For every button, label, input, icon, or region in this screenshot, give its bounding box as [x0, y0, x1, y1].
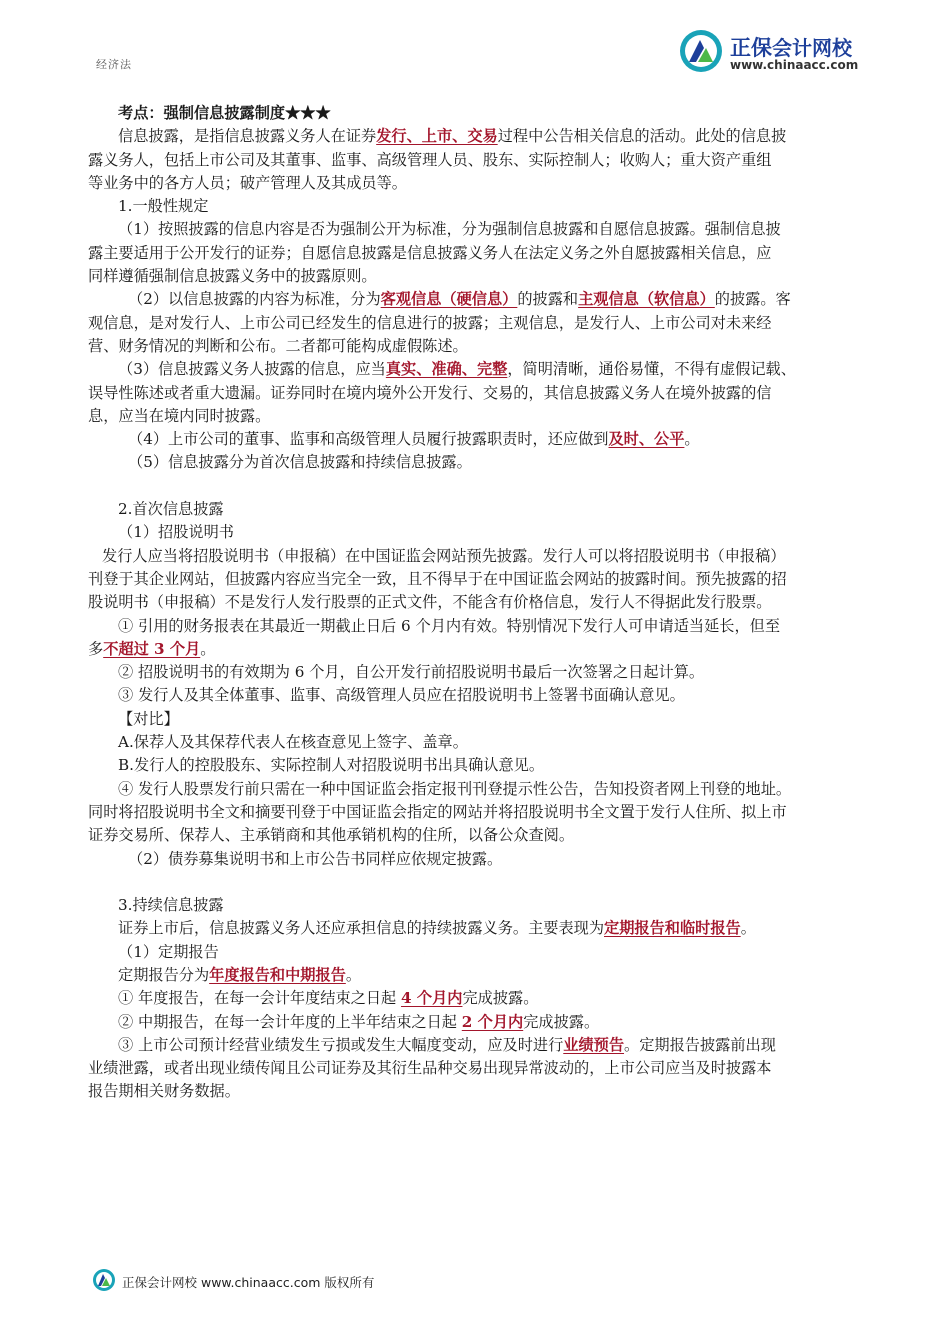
logo-url: www.chinaacc.com [730, 58, 859, 72]
footer [92, 1268, 432, 1294]
list-item: ② 招股说明书的有效期为 6 个月，自公开发行前招股说明书最后一次签署之日起计算。 [118, 663, 705, 682]
paragraph-line: （2）以信息披露的内容为标准，分为客观信息（硬信息）的披露和主观信息（软信息）的披露。客 [128, 290, 791, 309]
paragraph-line: 业绩泄露，或者出现业绩传闻且公司证券及其衍生品种交易出现异常波动的，上市公司应当及时披露本 [88, 1059, 772, 1078]
paragraph-line: （5）信息披露分为首次信息披露和持续信息披露。 [128, 453, 472, 472]
footer-copyright: 正保会计网校 www.chinaacc.com 版权所有 [122, 1275, 375, 1290]
list-item: ③ 发行人及其全体董事、监事、高级管理人员应在招股说明书上签署书面确认意见。 [118, 686, 685, 705]
paragraph-line: （1）按照披露的信息内容是否为强制公开为标准，分为强制信息披露和自愿信息披露。强制信息披 [118, 220, 781, 239]
paragraph-line: 证券交易所、保荐人、主承销商和其他承销机构的住所，以备公众查阅。 [88, 826, 574, 845]
subheading: （1）招股说明书 [118, 523, 234, 542]
list-item-cont: 多不超过 3 个月。 [88, 639, 216, 658]
paragraph-line: （4）上市公司的董事、监事和高级管理人员履行披露职责时，还应做到及时、公平。 [128, 430, 700, 449]
paragraph-line: 等业务中的各方人员；破产管理人及其成员等。 [88, 173, 407, 192]
subheading: 2.首次信息披露 [118, 500, 224, 519]
paragraph-line: 露主要适用于公开发行的证券；自愿信息披露是信息披露义务人在法定义务之外自愿披露相关信息，应 [88, 243, 772, 262]
paragraph-line: 同样遵循强制信息披露义务中的披露原则。 [88, 267, 377, 286]
paragraph-line: （3）信息披露义务人披露的信息，应当真实、准确、完整，简明清晰，通俗易懂，不得有虚假记载、 [118, 360, 796, 379]
compare-label: 【对比】 [118, 709, 179, 728]
list-item: ④ 发行人股票发行前只需在一种中国证监会指定报刊刊登提示性公告，告知投资者网上刊登的地址。 [118, 779, 792, 798]
paragraph-line: 息，应当在境内同时披露。 [88, 406, 271, 425]
footer-logo-icon [92, 1268, 116, 1292]
paragraph-line: 观信息，是对发行人、上市公司已经发生的信息进行的披露；主观信息，是发行人、上市公司对未来经 [88, 313, 772, 332]
logo-brand-name: 正保会计网校 [730, 36, 852, 60]
paragraph-line: 报告期相关财务数据。 [88, 1082, 240, 1101]
running-header: 经济法 [96, 58, 132, 71]
paragraph-line: 同时将招股说明书全文和摘要刊登于中国证监会指定的网站并将招股说明书全文置于发行人住所、拟上市 [88, 802, 787, 821]
paragraph-line: 露义务人，包括上市公司及其董事、监事、高级管理人员、股东、实际控制人；收购人；重大资产重组 [88, 150, 772, 169]
list-item: ① 引用的财务报表在其最近一期截止日后 6 个月内有效。特别情况下发行人可申请适当延长，但至 [118, 616, 781, 635]
list-item: ③ 上市公司预计经营业绩发生亏损或发生大幅度变动，应及时进行业绩预告。定期报告披露前出现 [118, 1035, 776, 1054]
paragraph-line: 刊登于其企业网站，但披露内容应当完全一致，且不得早于在中国证监会网站的披露时间。预先披露的招 [88, 569, 787, 588]
paragraph-line: 误导性陈述或者重大遗漏。证券同时在境内境外公开发行、交易的，其信息披露义务人在境外披露的信 [88, 383, 772, 402]
brand-logo[interactable] [678, 28, 868, 78]
list-item: ② 中期报告，在每一会计年度的上半年结束之日起 2 个月内完成披露。 [118, 1012, 600, 1031]
logo-emblem-icon [678, 28, 724, 74]
document-body [88, 102, 868, 1104]
subheading: 3.持续信息披露 [118, 896, 224, 915]
paragraph-line: 定期报告分为年度报告和中期报告。 [118, 965, 361, 984]
paragraph-line: 股说明书（申报稿）不是发行人发行股票的正式文件，不能含有价格信息，发行人不得据此发行股票。 [88, 593, 772, 612]
paragraph-line: 信息披露，是指信息披露义务人在证券发行、上市、交易过程中公告相关信息的活动。此处的信息披 [118, 127, 787, 146]
section-title: 考点：强制信息披露制度★★★ [118, 104, 331, 122]
list-item: ① 年度报告，在每一会计年度结束之日起 4 个月内完成披露。 [118, 989, 539, 1008]
paragraph-line: 营、财务情况的判断和公布。二者都可能构成虚假陈述。 [88, 336, 468, 355]
paragraph-line: 证券上市后，信息披露义务人还应承担信息的持续披露义务。主要表现为定期报告和临时报告。 [118, 919, 756, 938]
paragraph-line: 发行人应当将招股说明书（申报稿）在中国证监会网站预先披露。发行人可以将招股说明书（申报稿） [102, 546, 786, 565]
subheading: （1）定期报告 [118, 942, 219, 961]
list-item: B.发行人的控股股东、实际控制人对招股说明书出具确认意见。 [118, 756, 545, 775]
subheading: （2）债券募集说明书和上市公告书同样应依规定披露。 [128, 849, 503, 868]
list-item: A.保荐人及其保荐代表人在核查意见上签字、盖章。 [118, 733, 468, 752]
subheading: 1.一般性规定 [118, 197, 209, 216]
